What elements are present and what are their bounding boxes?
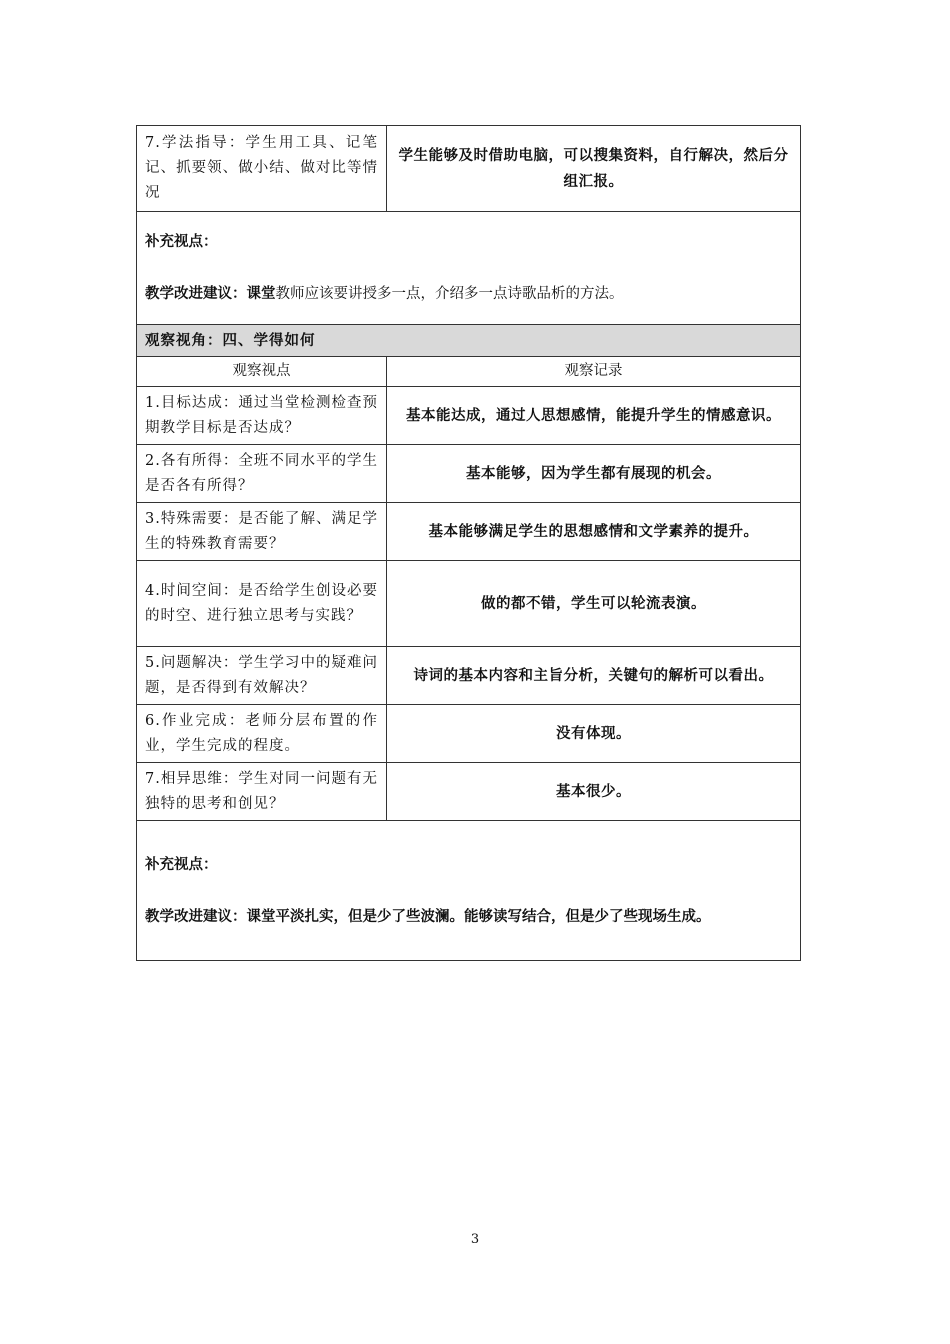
viewpoint-cell: 5.问题解决：学生学习中的疑难问题，是否得到有效解决？ <box>137 647 387 705</box>
section-title: 观察视角：四、学得如何 <box>137 325 801 357</box>
table-row <box>137 387 801 445</box>
table-row <box>137 126 801 212</box>
page-number: 3 <box>470 1232 480 1247</box>
header-row <box>137 357 801 387</box>
viewpoint-cell: 2.各有所得：全班不同水平的学生是否各有所得？ <box>137 445 387 503</box>
table-row <box>137 503 801 561</box>
viewpoint-cell: 7.相异思维：学生对同一问题有无独特的思考和创见？ <box>137 763 387 821</box>
advice-label: 教学改进建议：课堂 <box>145 285 276 302</box>
viewpoint-cell: 6.作业完成：老师分层布置的作业，学生完成的程度。 <box>137 705 387 763</box>
record-cell: 没有体现。 <box>387 705 801 763</box>
table-row <box>137 705 801 763</box>
table-row <box>137 647 801 705</box>
table-row <box>137 445 801 503</box>
supplement-title: 补充视点： <box>145 855 218 873</box>
record-cell: 诗词的基本内容和主旨分析，关键句的解析可以看出。 <box>387 647 801 705</box>
record-cell: 基本能够满足学生的思想感情和文学素养的提升。 <box>387 503 801 561</box>
record-cell: 基本很少。 <box>387 763 801 821</box>
supplement-row <box>137 212 801 325</box>
record-cell: 学生能够及时借助电脑，可以搜集资料，自行解决，然后分组汇报。 <box>387 126 801 212</box>
column-header-viewpoint: 观察视点 <box>137 357 387 387</box>
table-row <box>137 763 801 821</box>
supplement-cell <box>137 821 801 961</box>
viewpoint-cell: 3.特殊需要：是否能了解、满足学生的特殊教育需要？ <box>137 503 387 561</box>
observation-table <box>136 125 801 961</box>
viewpoint-cell: 7.学法指导：学生用工具、记笔记、抓要领、做小结、做对比等情况 <box>137 126 387 212</box>
advice-text: 教学改进建议：课堂平淡扎实，但是少了些波澜。能够读写结合，但是少了些现场生成。 <box>145 907 711 925</box>
record-cell: 基本能够，因为学生都有展现的机会。 <box>387 445 801 503</box>
supplement-row <box>137 821 801 961</box>
record-cell: 做的都不错，学生可以轮流表演。 <box>387 561 801 647</box>
record-cell: 基本能达成，通过人思想感情，能提升学生的情感意识。 <box>387 387 801 445</box>
advice-text: 教师应该要讲授多一点，介绍多一点诗歌品析的方法。 <box>275 286 624 302</box>
viewpoint-cell: 4.时间空间：是否给学生创设必要的时空、进行独立思考与实践？ <box>137 561 387 647</box>
column-header-record: 观察记录 <box>387 357 801 387</box>
supplement-title: 补充视点： <box>145 233 218 250</box>
table-row <box>137 561 801 647</box>
supplement-cell <box>137 212 801 325</box>
viewpoint-cell: 1.目标达成：通过当堂检测检查预期教学目标是否达成？ <box>137 387 387 445</box>
section-row <box>137 325 801 357</box>
